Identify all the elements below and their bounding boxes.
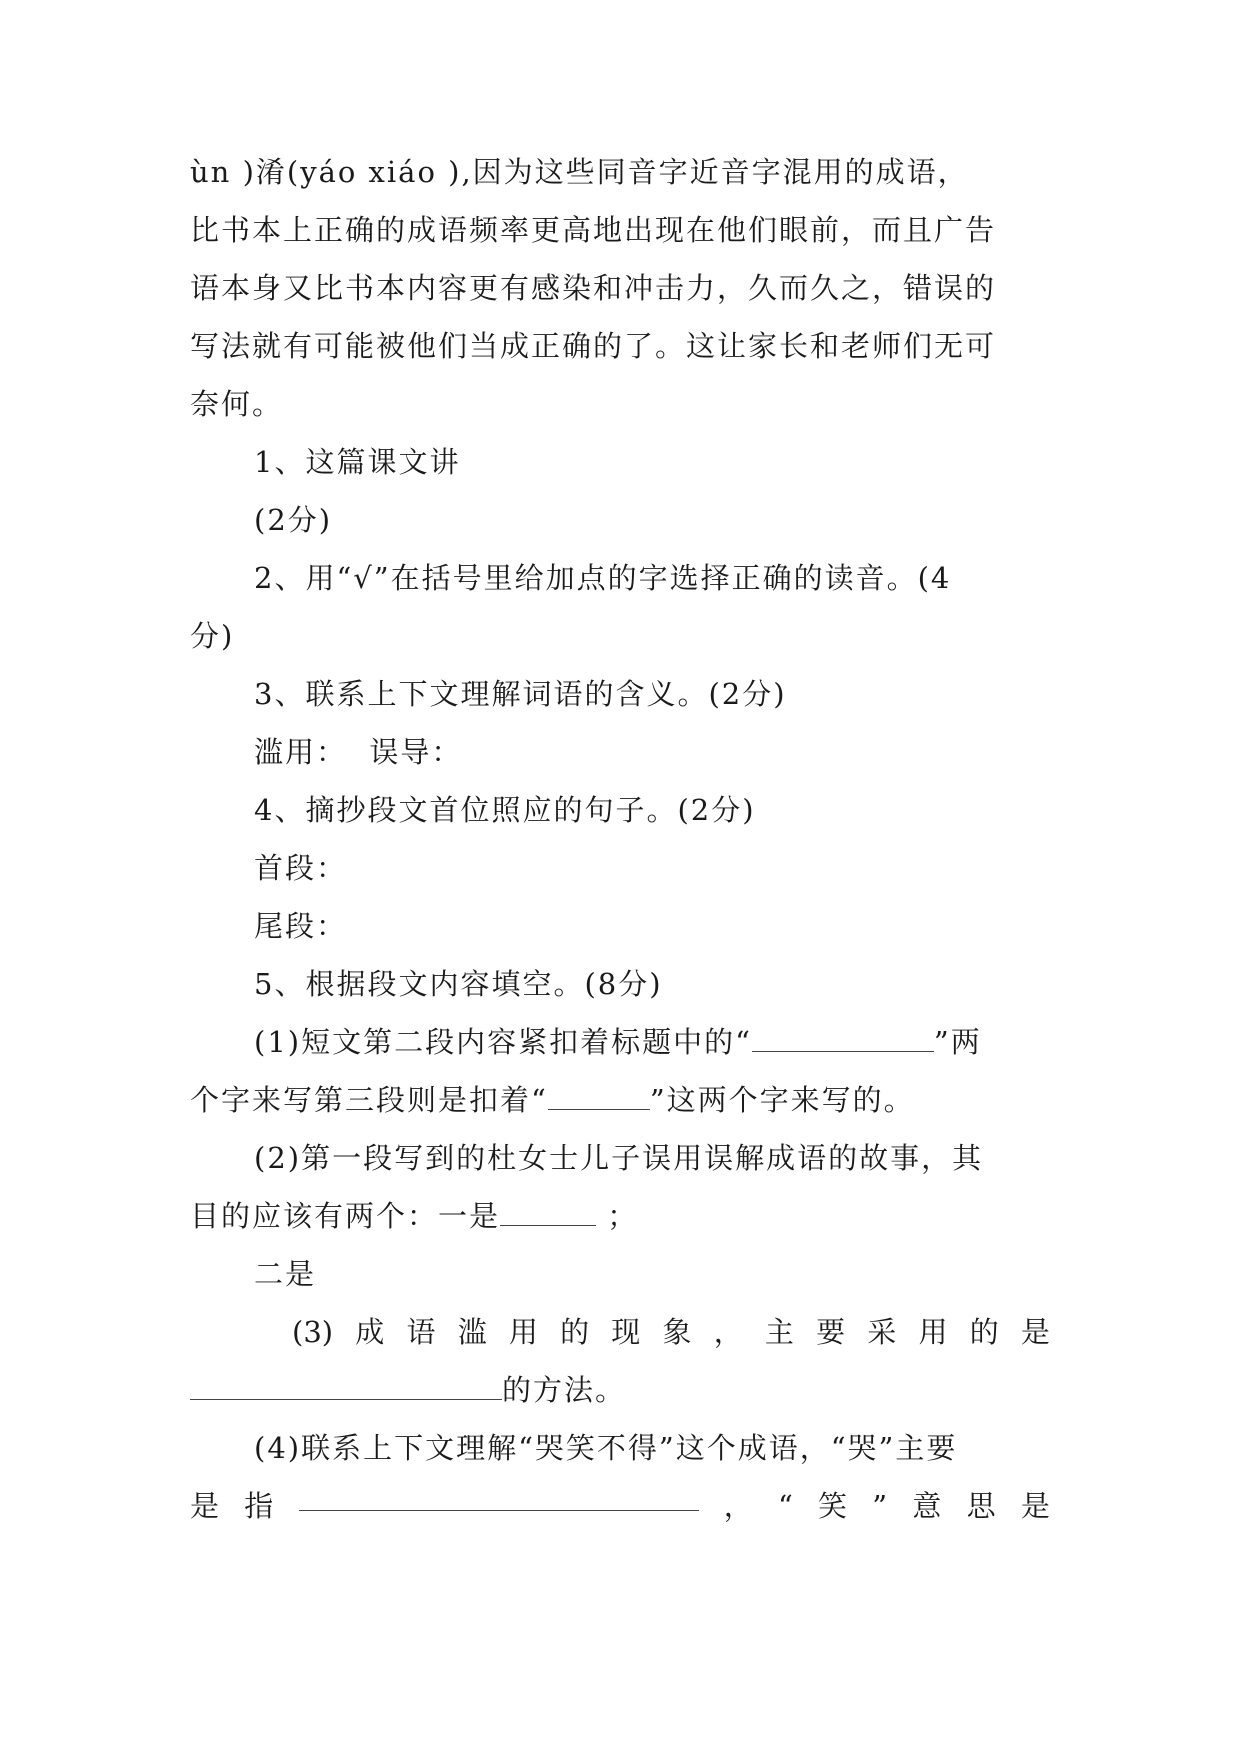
answer-blank[interactable] bbox=[500, 1199, 596, 1226]
q53-char: 语 bbox=[406, 1315, 436, 1349]
question-5-3-line-a bbox=[292, 1310, 1050, 1354]
q53-char: 的 bbox=[969, 1315, 999, 1349]
question-4-first: 首段： bbox=[254, 851, 348, 885]
q53-char: 采 bbox=[867, 1315, 897, 1349]
paragraph-line: 比书本上正确的成语频率更高地出现在他们眼前，而且广告 bbox=[190, 213, 997, 247]
question-5-3-line-b bbox=[190, 1368, 1050, 1412]
question-4-last: 尾段： bbox=[254, 909, 348, 943]
answer-blank[interactable] bbox=[548, 1083, 650, 1110]
question-text: 目的应该有两个：一是 bbox=[190, 1199, 501, 1233]
answer-blank[interactable] bbox=[190, 1373, 502, 1400]
question-text: ； bbox=[596, 1199, 639, 1233]
question-1-score: (2分) bbox=[254, 503, 333, 537]
question-5-4-line-b bbox=[190, 1484, 1050, 1528]
q54-char: 思 bbox=[966, 1489, 996, 1523]
paragraph-line: ùn )淆(yáo xiáo ),因为这些同音字近音字混用的成语， bbox=[190, 155, 969, 189]
q53-char: 成 bbox=[355, 1315, 385, 1349]
q54-char: 笑 bbox=[818, 1489, 848, 1523]
q53-char: 是 bbox=[1020, 1315, 1050, 1349]
q54-char: 意 bbox=[912, 1489, 942, 1523]
question-text: (1)短文第二段内容紧扣着标题中的“ bbox=[254, 1025, 752, 1059]
answer-blank[interactable] bbox=[299, 1484, 699, 1511]
q53-char: ， bbox=[713, 1315, 743, 1349]
q53-char: 滥 bbox=[457, 1315, 487, 1349]
q54-char: ， bbox=[723, 1489, 753, 1523]
question-5-1-line-a bbox=[254, 1020, 1050, 1064]
q53-char: 用 bbox=[918, 1315, 948, 1349]
question-4: 4、摘抄段文首位照应的句子。(2分) bbox=[254, 793, 756, 827]
question-3-terms: 滥用： 误导： bbox=[254, 735, 463, 769]
question-5-1-line-b bbox=[190, 1078, 1050, 1122]
paragraph-line: 写法就有可能被他们当成正确的了。这让家长和老师们无可 bbox=[190, 329, 997, 363]
question-2-cont: 分) bbox=[190, 619, 235, 653]
q53-char: 现 bbox=[611, 1315, 641, 1349]
q53-char: 象 bbox=[662, 1315, 692, 1349]
q54-char: 是 bbox=[1020, 1489, 1050, 1523]
question-text: ”这两个字来写的。 bbox=[649, 1083, 915, 1117]
q53-char: 的 bbox=[560, 1315, 590, 1349]
paragraph-line: 语本身又比书本内容更有感染和冲击力，久而久之，错误的 bbox=[190, 271, 997, 305]
question-5-2-line-b bbox=[190, 1194, 1050, 1238]
paragraph-line: 奈何。 bbox=[190, 387, 284, 421]
q54-char: “ bbox=[777, 1489, 793, 1523]
question-text: ”两 bbox=[933, 1025, 982, 1059]
question-5-4-line-a: (4)联系上下文理解“哭笑不得”这个成语，“哭”主要 bbox=[254, 1431, 958, 1465]
q53-char: 主 bbox=[764, 1315, 794, 1349]
q53-char: 要 bbox=[816, 1315, 846, 1349]
question-2: 2、用“√”在括号里给加点的字选择正确的读音。(4 bbox=[254, 561, 952, 595]
question-5-2-line-a: (2)第一段写到的杜女士儿子误用误解成语的故事，其 bbox=[254, 1141, 984, 1175]
q54-char: 指 bbox=[244, 1489, 274, 1523]
q54-char: ” bbox=[872, 1489, 888, 1523]
question-5: 5、根据段文内容填空。(8分) bbox=[254, 967, 663, 1001]
q54-char: 是 bbox=[190, 1489, 220, 1523]
answer-blank[interactable] bbox=[752, 1025, 934, 1052]
question-5-2-line-c: 二是 bbox=[254, 1257, 317, 1291]
question-1: 1、这篇课文讲 bbox=[254, 445, 461, 479]
q53-char: (3) bbox=[292, 1315, 334, 1349]
question-text: 的方法。 bbox=[502, 1373, 627, 1407]
question-text: 个字来写第三段则是扣着“ bbox=[190, 1083, 548, 1117]
q53-char: 用 bbox=[508, 1315, 538, 1349]
question-3: 3、联系上下文理解词语的含义。(2分) bbox=[254, 677, 787, 711]
